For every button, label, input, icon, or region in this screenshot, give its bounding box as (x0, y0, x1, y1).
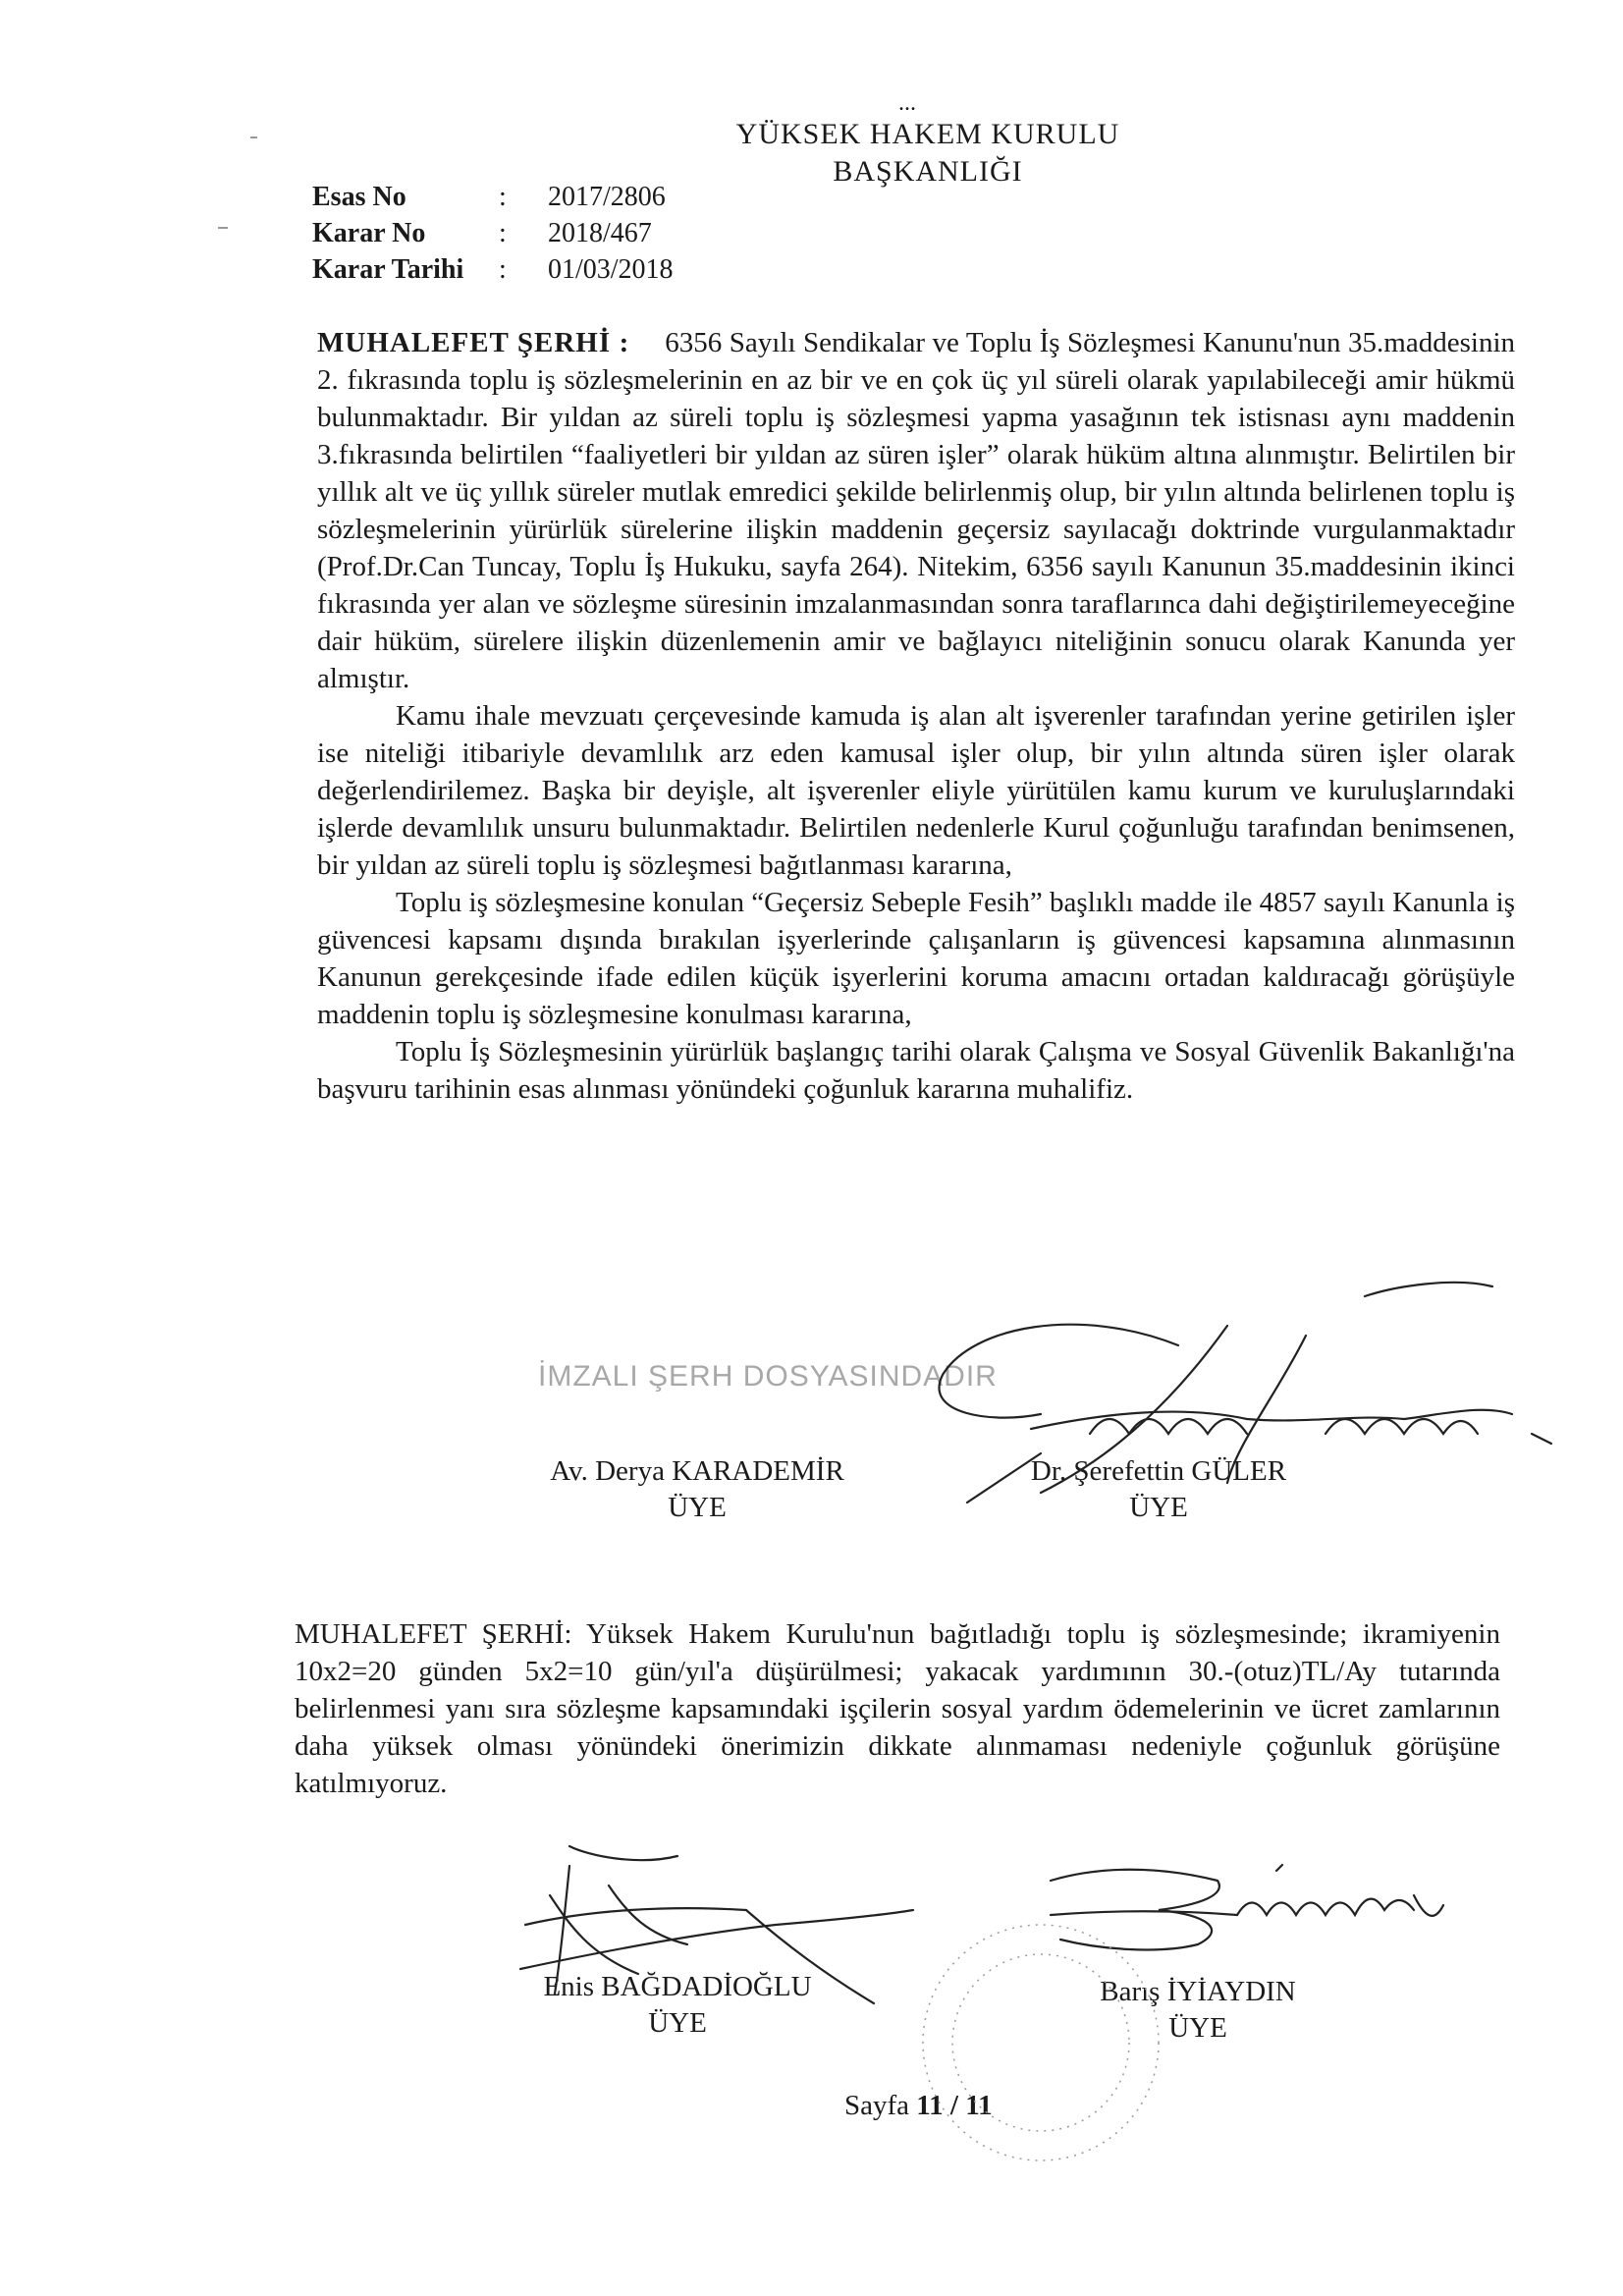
scan-marks (218, 137, 257, 228)
signature-guler (939, 1283, 1551, 1503)
dissent-label: MUHALEFET ŞERHİ : (317, 327, 630, 358)
meta-value: 2017/2806 (548, 182, 666, 212)
signed-dissent-stamp: İMZALI ŞERH DOSYASINDADIR (538, 1360, 998, 1393)
meta-separator: : (499, 254, 507, 285)
dissent-paragraph-2: Kamu ihale mevzuatı çerçevesinde kamuda iş alan alt işverenler tarafından yerine getirilen işler ise niteliği itibariyle devamlılık arz eden kamusal işler olup, bir yılın altında süren işler olarak değerlendirilemez. Başka bir deyişle, alt işverenler eliyle yürütülen kamu kurum ve kuruluşlarındaki işlerde devamlılık unsuru bulunmaktadır. Belirtilen nedenlerle Kurul çoğunluğu tarafından benimsenen, bir yıldan az süreli toplu iş sözleşmesi bağıtlanması kararına, (317, 700, 1515, 881)
header-mark: ... (898, 90, 916, 116)
page-value: 11 / 11 (916, 2090, 993, 2121)
signatory-name: Dr. Şerefettin GÜLER (1030, 1455, 1287, 1487)
signatory-name: Av. Derya KARADEMİR (550, 1455, 844, 1487)
dissent-text: 6356 Sayılı Sendikalar ve Toplu İş Sözleşmesi Kanunu'nun 35.maddesinin 2. fıkrasında toplu iş sözleşmelerinin en az bir ve en çok üç yıl süreli olarak yapılabileceği amir hükmü bulunmaktadır. Bir yıldan az süreli toplu iş sözleşmesi yapma yasağının tek istisnası aynı maddenin 3.fıkrasında belirtilen “faaliyetleri bir yıldan az süren işler” olarak hüküm altına alınmıştır. Belirtilen bir yıllık alt ve üç yıllık süreler mutlak emredici şekilde belirlenmiş olup, bir yılın altında belirlenen toplu iş sözleşmelerinin yürürlük sürelerine ilişkin maddenin geçersiz sayılacağı doktrinde vurgulanmaktadır (Prof.Dr.Can Tuncay, Toplu İş Hukuku, sayfa 264). Nitekim, 6356 sayılı Kanunun 35.maddesinin ikinci fıkrasında yer alan ve sözleşme süresinin imzalanmasından sonra taraflarınca dahi değiştirilemeyeceğine dair hüküm, sürelere ilişkin düzenlemenin amir ve bağlayıcı niteliğinin sonucu olarak Kanunda yer almıştır. (317, 327, 1515, 694)
signatory-role: ÜYE (668, 1492, 727, 1523)
institution-title-line1: YÜKSEK HAKEM KURULU (735, 118, 1120, 150)
meta-separator: : (499, 218, 507, 248)
meta-value: 2018/467 (548, 218, 652, 248)
signatory-role: ÜYE (1129, 1492, 1188, 1523)
dissent-paragraph-4: Toplu İş Sözleşmesinin yürürlük başlangıç tarihi olarak Çalışma ve Sosyal Güvenlik Bakanlığı'na başvuru tarihinin esas alınması yönündeki çoğunluk kararına muhalifiz. (317, 1036, 1515, 1105)
signatory-role: ÜYE (648, 2007, 707, 2039)
meta-label: Esas No (312, 182, 406, 212)
signatory-role: ÜYE (1168, 2012, 1227, 2044)
dissent-opinion-2: MUHALEFET ŞERHİ: Yüksek Hakem Kurulu'nun bağıtladığı toplu iş sözleşmesinde; ikramiyenin 10x2=20 günden 5x2=10 gün/yıl'a düşürülmesi; yakacak yardımının 30.-(otuz)TL/Ay tutarında belirlenmesi yanı sıra sözleşme kapsamındaki işçilerin sosyal yardım ödemelerinin ve ücret zamlarının daha yüksek olması yönündeki önerimizin dikkate alınmaması nedeniyle çoğunluk görüşüne katılmıyoruz. (295, 1618, 1500, 1799)
meta-separator: : (499, 182, 507, 212)
meta-label: Karar No (312, 218, 426, 248)
page-label: Sayfa (844, 2090, 910, 2121)
official-seal (923, 1925, 1159, 2160)
meta-label: Karar Tarihi (312, 254, 464, 285)
signatory-name: Enis BAĞDADİOĞLU (543, 1971, 812, 2002)
signature-iyiaydin (1051, 1865, 1443, 1949)
institution-title-line2: BAŞKANLIĞI (833, 155, 1023, 188)
meta-value: 01/03/2018 (548, 254, 674, 285)
signatory-name: Barış İYİAYDIN (1100, 1976, 1296, 2007)
dissent-paragraph-3: Toplu iş sözleşmesine konulan “Geçersiz Sebeple Fesih” başlıklı madde ile 4857 sayılı Kanunla iş güvencesi kapsamı dışında bırakılan işyerlerinde çalışanların iş güvencesi kapsamına alınmasının Kanunun gerekçesinde ifade edilen küçük işyerlerini koruma amacını ortadan kaldıracağı görüşüyle maddenin toplu iş sözleşmesine konulması kararına, (317, 887, 1515, 1030)
signature-bagdadioglu (520, 1846, 913, 2003)
